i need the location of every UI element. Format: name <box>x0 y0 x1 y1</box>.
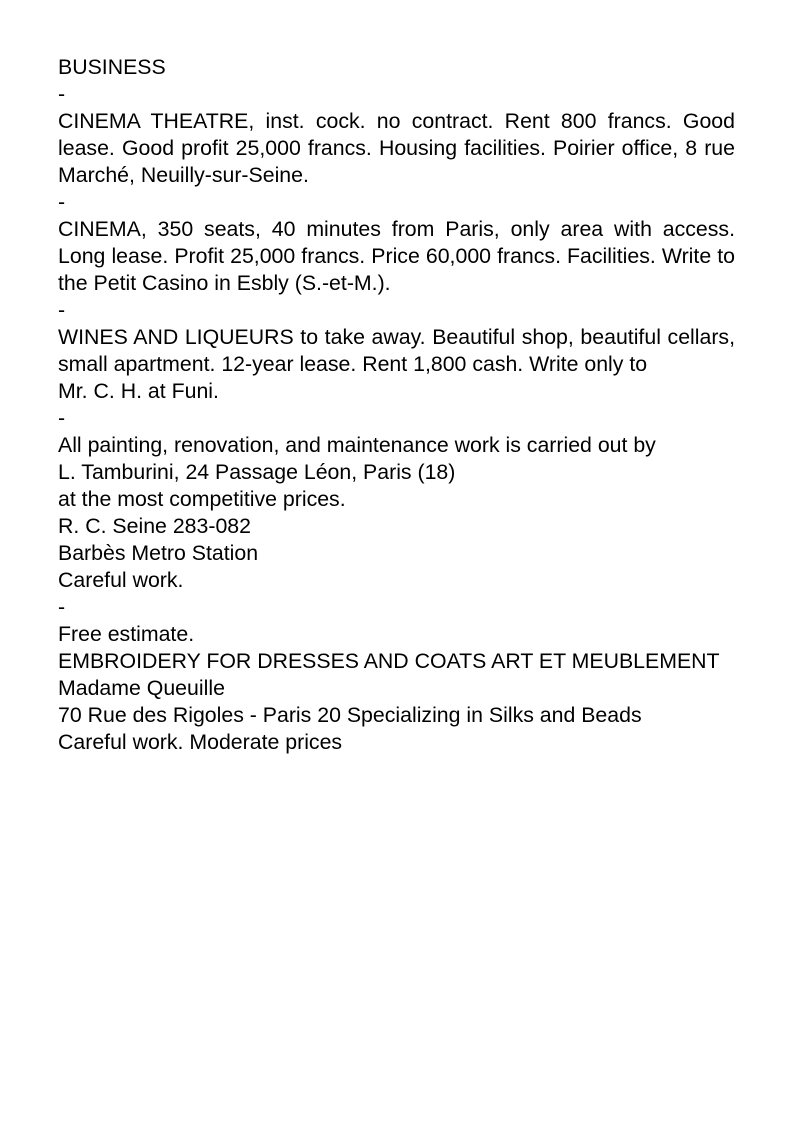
ad-embroidery-footer: Careful work. Moderate prices <box>58 730 343 754</box>
ad-painting-line: Careful work. <box>58 568 184 592</box>
ad-painting-line: L. Tamburini, 24 Passage Léon, Paris (18) <box>58 460 456 484</box>
separator: - <box>58 595 66 619</box>
section-heading: BUSINESS <box>58 55 166 79</box>
separator: - <box>58 298 66 322</box>
separator: - <box>58 406 66 430</box>
ad-cinema-seats: CINEMA, 350 seats, 40 minutes from Paris, only area with access. Long lease. Profit 25,000 francs. Price 60,000 francs. Facilities. Write to the Petit Casino in Esbly (S.-et-M.). <box>58 217 735 295</box>
ad-cinema-theatre: CINEMA THEATRE, inst. cock. no contract. Rent 800 francs. Good lease. Good profit 25,000 francs. Housing facilities. Poirier office, 8 rue Marché, Neuilly-sur-Seine. <box>58 109 735 187</box>
ad-wines-text: WINES AND LIQUEURS to take away. Beautiful shop, beautiful cellars, small apartment. 12-year lease. Rent 1,800 cash. Write only to <box>58 325 735 376</box>
ad-embroidery-name: Madame Queuille <box>58 676 225 700</box>
ad-painting-line: All painting, renovation, and maintenance work is carried out by <box>58 433 656 457</box>
ad-painting-line: at the most competitive prices. <box>58 487 346 511</box>
document-page <box>58 54 735 756</box>
separator: - <box>58 82 66 106</box>
ad-embroidery-title: EMBROIDERY FOR DRESSES AND COATS ART ET MEUBLEMENT <box>58 649 720 673</box>
ad-embroidery-estimate: Free estimate. <box>58 622 195 646</box>
ad-embroidery-address: 70 Rue des Rigoles - Paris 20 Specializing in Silks and Beads <box>58 703 642 727</box>
ad-painting-line: Barbès Metro Station <box>58 541 259 565</box>
separator: - <box>58 190 66 214</box>
ad-wines-contact: Mr. C. H. at Funi. <box>58 379 219 403</box>
ad-painting-line: R. C. Seine 283-082 <box>58 514 251 538</box>
